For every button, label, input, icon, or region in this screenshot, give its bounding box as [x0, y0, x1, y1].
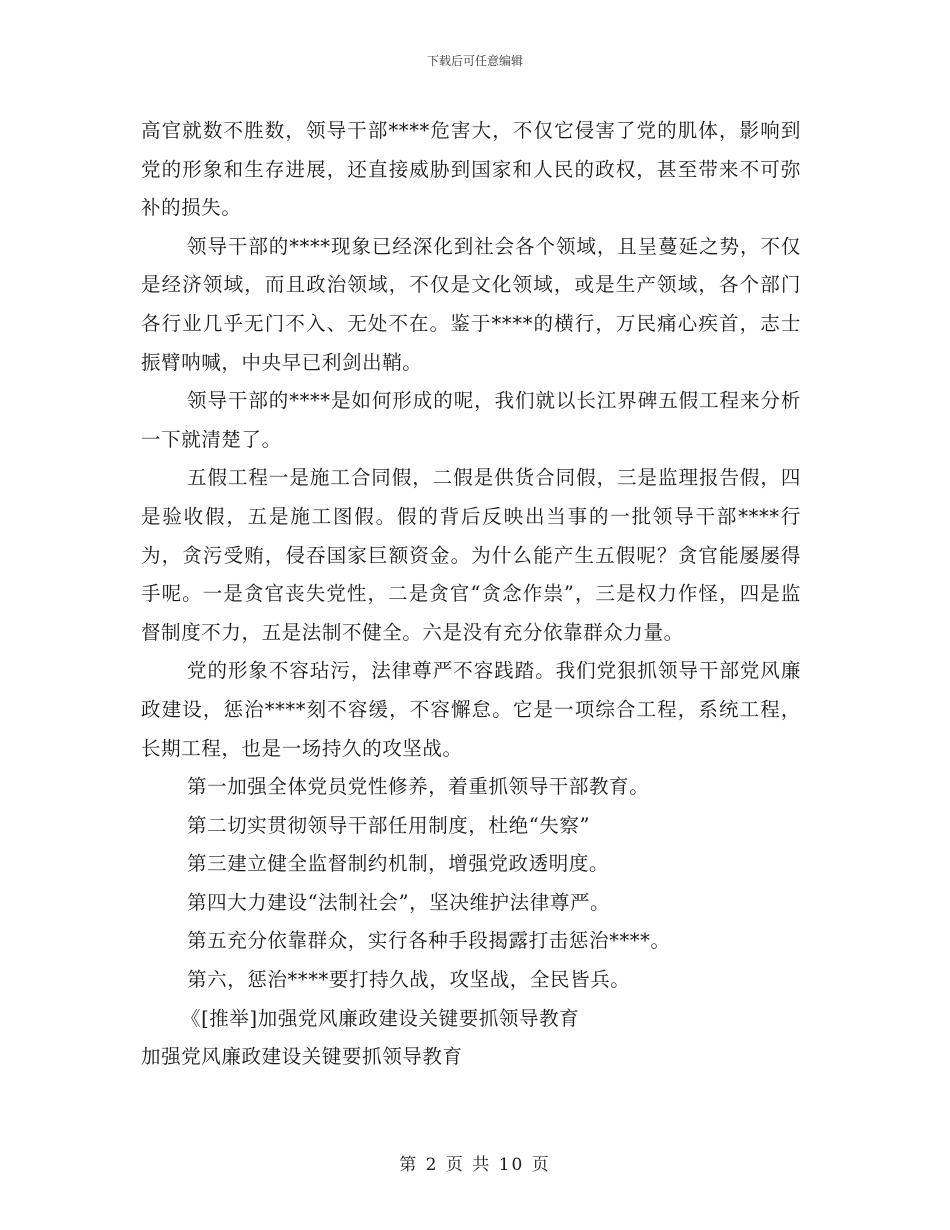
paragraph-continued: 高官就数不胜数，领导干部****危害大，不仅它侵害了党的肌体，影响到党的形象和生存进展，还直接威胁到国家和人民的政权，甚至带来不可弥补的损失。 [141, 119, 801, 220]
list-item-6: 第六，惩治****要打持久战，攻坚战，全民皆兵。 [187, 968, 631, 992]
paragraph: 五假工程一是施工合同假，二假是供货合同假，三是监理报告假，四是验收假，五是施工图假。假的背后反映出当事的一批领导干部****行为，贪污受贿，侵吞国家巨额资金。为什么能产生五假呢？贪官能屡屡得手呢。一是贪官丧失党性，二是贪官“贪念作祟”，三是权力作怪，四是监督制度不力，五是法制不健全。六是没有充分依靠群众力量。 [141, 466, 801, 644]
list-item-2: 第二切实贯彻领导干部任用制度，杜绝“失察” [187, 813, 591, 837]
trailing-title: 加强党风廉政建设关键要抓领导教育 [141, 1045, 463, 1069]
page-indicator: 第 2 页 共 10 页 [399, 1155, 551, 1175]
paragraph: 党的形象不容玷污，法律尊严不容践踏。我们党狠抓领导干部党风廉政建设，惩治****刻不容缓，不容懈怠。它是一项综合工程，系统工程，长期工程，也是一场持久的攻坚战。 [141, 659, 801, 760]
paragraph: 领导干部的****现象已经深化到社会各个领域，且呈蔓延之势，不仅是经济领域，而且政治领域，不仅是文化领域，或是生产领域，各个部门各行业几乎无门不入、无处不在。鉴于****的横行，万民痛心疾首，志士振臂呐喊，中央早已利剑出鞘。 [141, 234, 801, 374]
document-body [141, 112, 801, 1077]
paragraph: 领导干部的****是如何形成的呢，我们就以长江界碑五假工程来分析一下就清楚了。 [141, 389, 801, 451]
list-item-5: 第五充分依靠群众，实行各种手段揭露打击惩治****。 [187, 929, 671, 953]
header-note: 下载后可任意编辑 [426, 54, 523, 68]
related-article-link[interactable]: 《[推举]加强党风廉政建设关键要抓领导教育 [181, 1006, 580, 1030]
list-item-1: 第一加强全体党员党性修养，着重抓领导干部教育。 [187, 775, 650, 799]
list-item-4: 第四大力建设“法制社会”，坚决维护法律尊严。 [187, 890, 611, 914]
list-item-3: 第三建立健全监督制约机制，增强党政透明度。 [187, 852, 610, 876]
